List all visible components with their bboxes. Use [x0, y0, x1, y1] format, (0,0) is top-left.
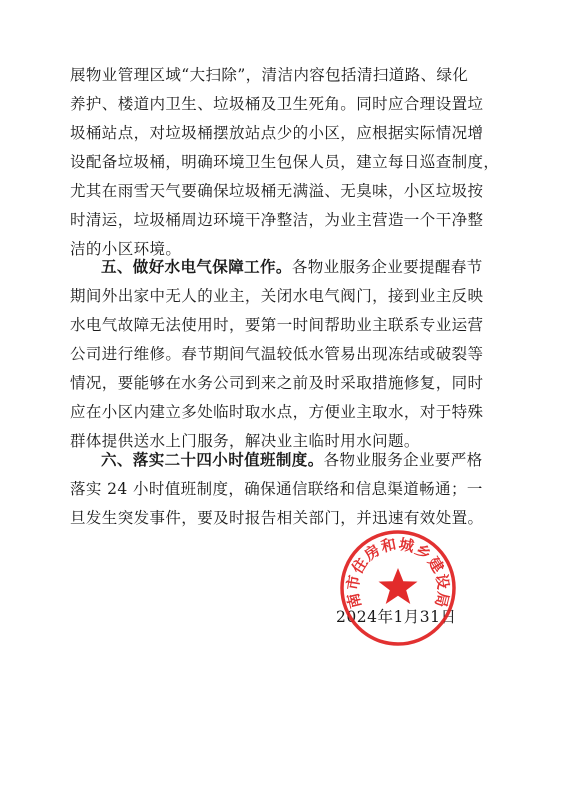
text-line: 养护、楼道内卫生、垃圾桶及卫生死角。同时应合理设置垃: [70, 95, 484, 113]
section-six-first-line-text: 各物业服务企业要严格: [323, 451, 483, 469]
star-icon: [379, 568, 418, 604]
text-line: 应在小区内建立多处临时取水点，方便业主取水，对于特殊: [70, 403, 484, 421]
seal-text: 南市住房和城乡建设局: [344, 535, 452, 610]
section-five-heading: 五、做好水电气保障工作。: [101, 258, 292, 276]
text-line: 公司进行维修。春节期间气温较低水管易出现冻结或破裂等: [70, 345, 484, 363]
section-six-first-line: [70, 446, 510, 475]
text-line: 水电气故障无法使用时，要第一时间帮助业主联系专业运营: [70, 316, 484, 334]
text-line: 落实 24 小时值班制度，确保通信联络和信息渠道畅通；一: [70, 480, 483, 498]
text-line: 展物业管理区域“大扫除”，清洁内容包括清扫道路、绿化: [70, 66, 469, 84]
text-line: 洁的小区环境。: [70, 240, 182, 258]
text-line: 时清运，垃圾桶周边环境干净整洁，为业主营造一个干净整: [70, 211, 484, 229]
text-line: 圾桶站点，对垃圾桶摆放站点少的小区，应根据实际情况增: [70, 124, 484, 142]
text-line: 旦发生突发事件，要及时报告相关部门，并迅速有效处置。: [70, 509, 484, 527]
official-seal-stamp: [338, 528, 458, 648]
paragraph-section-five: [70, 253, 510, 456]
section-five-first-line: [70, 253, 510, 282]
document-date: 2024年1月31日: [336, 608, 457, 626]
text-line: 群体提供送水上门服务，解决业主临时用水问题。: [70, 432, 420, 450]
text-line: 设配备垃圾桶，明确环境卫生包保人员，建立每日巡查制度，: [70, 153, 500, 171]
section-six-heading: 六、落实二十四小时值班制度。: [101, 451, 324, 469]
paragraph-section-six: [70, 446, 510, 533]
text-line: 情况，要能够在水务公司到来之前及时采取措施修复，同时: [70, 374, 484, 392]
text-line: 期间外出家中无人的业主，关闭水电气阀门，接到业主反映: [70, 287, 484, 305]
paragraph-environment: [70, 61, 510, 264]
section-five-first-line-text: 各物业服务企业要提醒春节: [291, 258, 483, 276]
text-line: 尤其在雨雪天气要确保垃圾桶无满溢、无臭味，小区垃圾按: [70, 182, 484, 200]
